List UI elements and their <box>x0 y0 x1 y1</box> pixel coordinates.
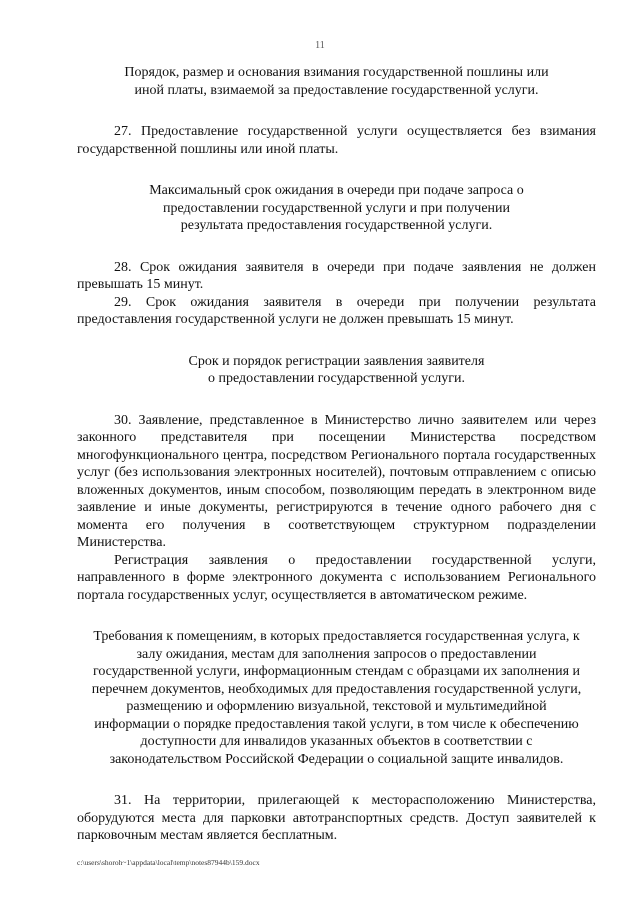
section-heading-registration: Срок и порядок регистрации заявления заявителя о предоставлении государственной услуги. <box>188 353 485 386</box>
page-number: 11 <box>315 40 325 51</box>
section-heading-fee: Порядок, размер и основания взимания государственной пошлины или иной платы, взимаемой за предоставление государственной услуги. <box>124 65 549 98</box>
paragraph-31: 31. На территории, прилегающей к месторасположению Министерства, оборудуются места для парковки автотранспортных средств. Доступ заявителей к парковочным местам является бесплатным. <box>77 793 596 843</box>
paragraph-27: 27. Предоставление государственной услуги осуществляется без взимания государственной пошлины или иной платы. <box>77 124 596 157</box>
document-body <box>77 64 596 845</box>
footer-file-path: c:\users\shoroh~1\appdata\local\temp\notes87944b\159.docx <box>77 858 260 867</box>
section-heading-queue: Максимальный срок ожидания в очереди при подаче запроса о предоставлении государственной услуги и при получении результата предоставления государственной услуги. <box>149 183 524 233</box>
paragraph-29: 29. Срок ожидания заявителя в очереди при получении результата предоставления государственной услуги не должен превышать 15 минут. <box>77 294 596 327</box>
paragraph-30: 30. Заявление, представленное в Министерство лично заявителем или через законного представителя при посещении Министерства посредством многофункционального центра, посредством Регионального портала государственных услуг (без использования электронных носителей), почтовым отправлением с описью вложенных документов, иным способом, позволяющим передать в электронном виде заявление и иные документы, регистрируются в течение одного рабочего дня с момента его получения в соответствующем структурном подразделении Министерства. <box>77 412 596 550</box>
paragraph-30-registration: Регистрация заявления о предоставлении государственной услуги, направленного в форме электронного документа с использованием Регионального портала государственных услуг, осуществляется в автоматическом режиме. <box>77 552 596 603</box>
paragraph-28: 28. Срок ожидания заявителя в очереди при подаче заявления не должен превышать 15 минут. <box>77 259 596 292</box>
section-heading-premises: Требования к помещениям, в которых предоставляется государственная услуга, к залу ожидания, местам для заполнения запросов о предоставлении государственной услуги, информационным стендам с образцами их заполнения и перечнем документов, необходимых для предоставления государственной услуги, размещению и оформлению визуальной, текстовой и мультимедийной информации о порядке предоставления такой услуги, в том числе к обеспечению доступности для инвалидов указанных объектов в соответствии с законодательством Российской Федерации о социальной защите инвалидов. <box>91 629 582 767</box>
